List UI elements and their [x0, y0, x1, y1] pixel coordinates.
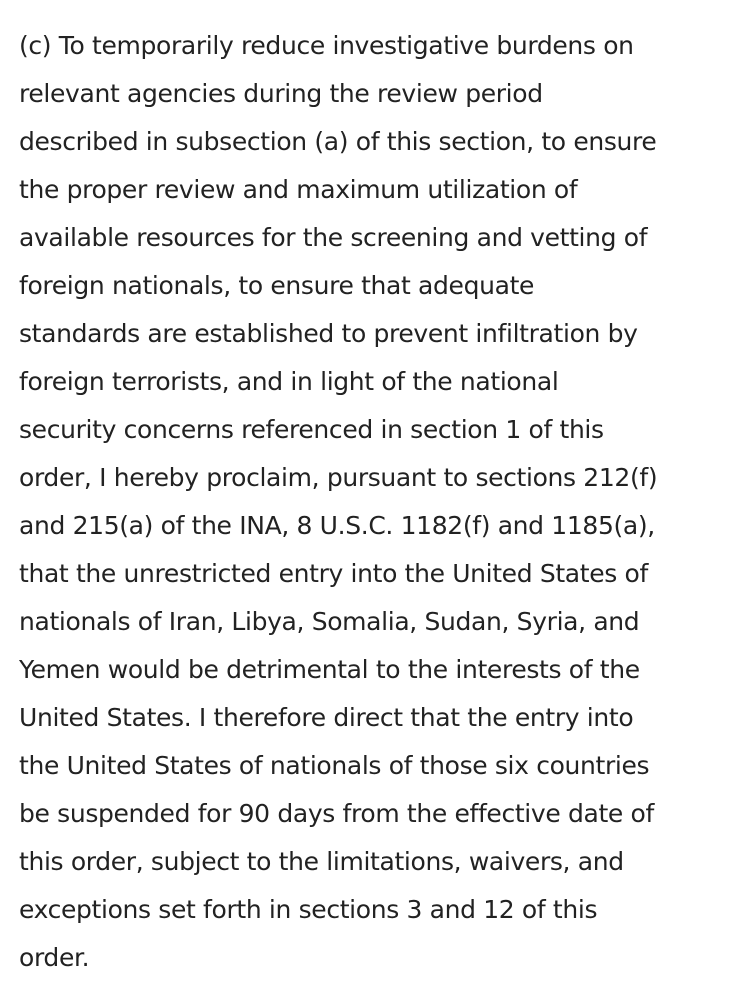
paragraph-line: Yemen would be detrimental to the interests of the [19, 655, 640, 684]
paragraph-line: the proper review and maximum utilization of [19, 175, 578, 204]
section-c-paragraph [19, 22, 739, 982]
paragraph-line: relevant agencies during the review period [19, 79, 543, 108]
paragraph-line: and 215(a) of the INA, 8 U.S.C. 1182(f) and 1185(a), [19, 511, 655, 540]
paragraph-line: this order, subject to the limitations, waivers, and [19, 847, 624, 876]
paragraph-line: foreign terrorists, and in light of the national [19, 367, 559, 396]
paragraph-line: (c) To temporarily reduce investigative burdens on [19, 31, 634, 60]
paragraph-line: available resources for the screening and vetting of [19, 223, 648, 252]
paragraph-line: foreign nationals, to ensure that adequate [19, 271, 535, 300]
paragraph-line: exceptions set forth in sections 3 and 12 of this [19, 895, 598, 924]
paragraph-line: be suspended for 90 days from the effective date of [19, 799, 654, 828]
paragraph-line: United States. I therefore direct that the entry into [19, 703, 634, 732]
paragraph-line: nationals of Iran, Libya, Somalia, Sudan, Syria, and [19, 607, 640, 636]
paragraph-line: order. [19, 943, 90, 972]
paragraph-line: standards are established to prevent infiltration by [19, 319, 638, 348]
paragraph-line: described in subsection (a) of this section, to ensure [19, 127, 657, 156]
paragraph-line: the United States of nationals of those six countries [19, 751, 650, 780]
paragraph-line: security concerns referenced in section 1 of this [19, 415, 604, 444]
paragraph-line: order, I hereby proclaim, pursuant to sections 212(f) [19, 463, 658, 492]
paragraph-line: that the unrestricted entry into the United States of [19, 559, 648, 588]
